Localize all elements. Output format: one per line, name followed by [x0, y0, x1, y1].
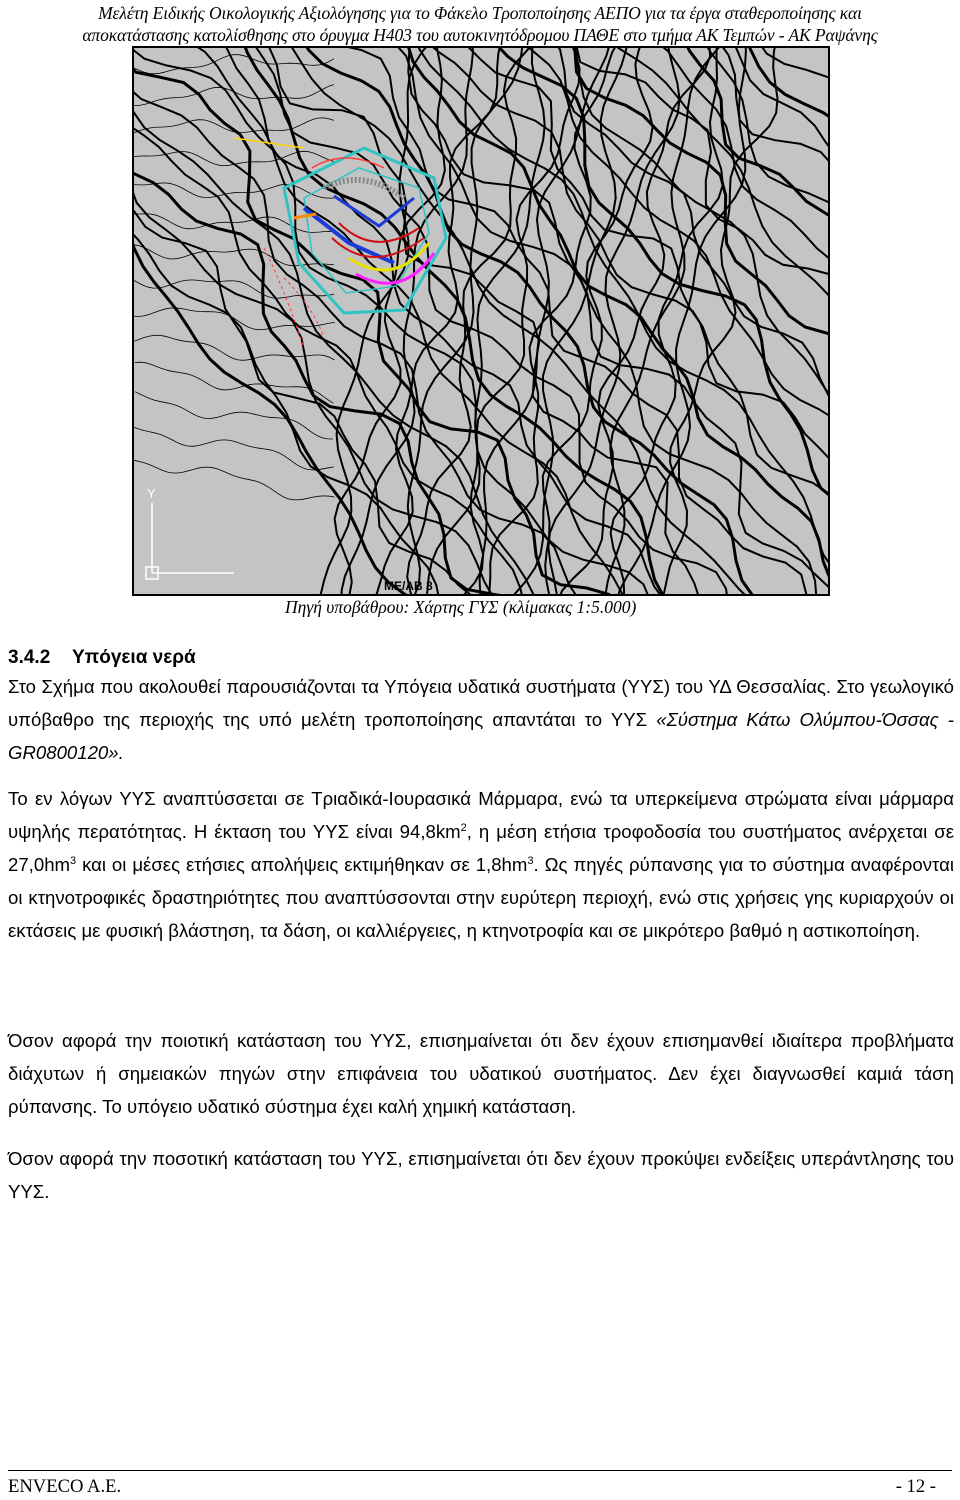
paragraph-4: Όσον αφορά την ποσοτική κατάσταση του ΥΥΣ, επισημαίνεται ότι δεν έχουν προκύψει ενδείξεις υπεράντλησης του ΥΥΣ.	[8, 1148, 954, 1202]
footer-divider	[8, 1470, 952, 1471]
header-line-2: αποκατάστασης κατολίσθησης στο όρυγμα Η403 του αυτοκινητόδρομου ΠΑΘΕ στο τμήμα ΑΚ Τεμπών - ΑΚ Ραψάνης	[82, 25, 878, 45]
section-title: Υπόγεια νερά	[72, 647, 196, 668]
footer-page-number: - 12 -	[895, 1476, 936, 1497]
paragraph-1	[8, 670, 954, 769]
map-sheet-label: ΜΕ/ΑΒ 8	[384, 579, 433, 593]
paragraph-2-part-b: , η μέση ετήσια τροφοδοσία του συστήματος ανέρχεται σε 27,0hm	[8, 821, 954, 875]
page-header	[20, 2, 940, 46]
paragraph-2-part-d: . Ως πηγές ρύπανσης για το σύστημα αναφέρονται οι κτηνοτροφικές δραστηριότητες που αναπτύσσονται στην ευρύτερη περιοχή, ενώ στις χρήσεις γης κυριαρχούν οι εκτάσεις με φυσική βλάστηση, τα δάση, οι καλλιέργειες, η κτηνοτροφία και σε μικρότερο βαθμό η αστικοποίηση.	[8, 854, 954, 941]
paragraph-2-part-c: και οι μέσες ετήσιες απολήψεις εκτιμήθηκαν σε 1,8hm	[76, 854, 528, 875]
paragraph-2	[8, 782, 954, 947]
superscript-volume-1: 3	[70, 854, 77, 867]
footer-company: ENVECO A.E.	[8, 1476, 122, 1497]
superscript-area: 2	[460, 821, 467, 834]
paragraph-1-text: Στο Σχήμα που ακολουθεί παρουσιάζονται τα Υπόγεια υδατικά συστήματα (ΥΥΣ) του ΥΔ Θεσσαλίας. Στο γεωλογικό υπόβαθρο της περιοχής της υπό μελέτη τροποποίησης απαντάται το ΥΥΣ	[8, 676, 954, 730]
topographic-map-figure	[132, 46, 830, 596]
paragraph-3: Όσον αφορά την ποιοτική κατάσταση του ΥΥΣ, επισημαίνεται ότι δεν έχουν επισημανθεί ιδιαίτερα προβλήματα διάχυτων ή σημειακών πηγών στην επιφάνεια του υδατικού συστήματος. Δεν έχει διαγνωσθεί καμιά τάση ρύπανσης. Το υπόγειο υδατικό σύστημα έχει καλή χημική κατάσταση.	[8, 1030, 954, 1117]
groundwater-system-name: «Σύστημα Κάτω Ολύμπου-Όσσας - GR0800120».	[8, 709, 954, 763]
header-line-1: Μελέτη Ειδικής Οικολογικής Αξιολόγησης για το Φάκελο Τροποποίησης ΑΕΠΟ για τα έργα σταθεροποίησης και	[98, 3, 862, 23]
superscript-volume-2: 3	[527, 854, 534, 867]
axis-label-y: Y	[147, 486, 156, 501]
section-number: 3.4.2	[8, 647, 51, 668]
figure-caption: Πηγή υποβάθρου: Χάρτης ΓΥΣ (κλίμακας 1:5.000)	[285, 597, 637, 617]
paragraph-2-part-a: Το εν λόγων ΥΥΣ αναπτύσσεται σε Τριαδικά-Ιουρασικά Μάρμαρα, ενώ τα υπερκείμενα στρώματα είναι μάρμαρα υψηλής περατότητας. Η έκταση του ΥΥΣ είναι 94,8km	[8, 788, 954, 842]
contour-map	[134, 48, 828, 594]
section-heading	[8, 647, 196, 669]
